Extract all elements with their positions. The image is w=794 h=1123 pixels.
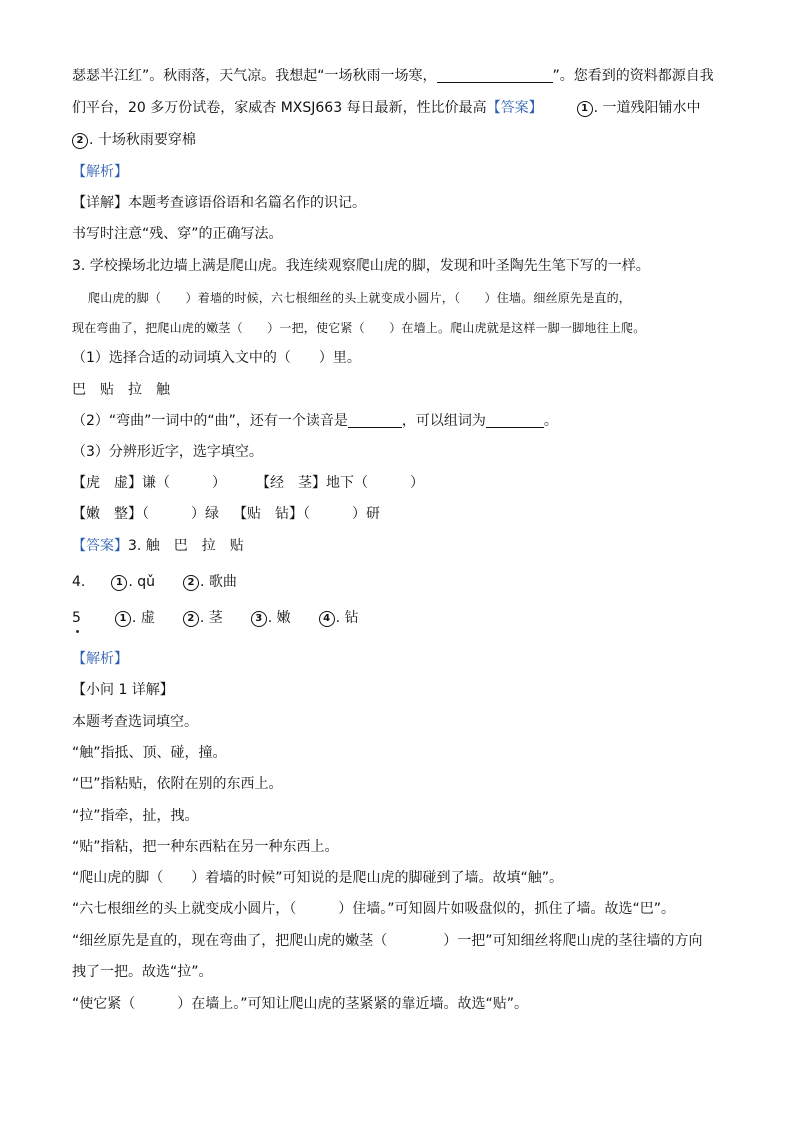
sub-question-heading: 【小问 1 详解】 <box>72 682 174 698</box>
analysis-heading: 【解析】 <box>72 651 128 667</box>
text-span: 【嫩 整】（ ）绿 <box>72 506 219 522</box>
text-line: “使它紧（ ）在墙上。”可知让爬山虎的茎紧紧的靠近墙。故选“贴”。 <box>72 996 529 1012</box>
text-line: “贴”指粘，把一种东西粘在另一种东西上。 <box>72 839 339 855</box>
question-3-stem: 3. 学校操场北边墙上满是爬山虎。我连续观察爬山虎的脚，发现和叶圣陶先生笔下写的一样。 <box>72 258 650 274</box>
text-span: . qǔ <box>128 574 156 590</box>
text-span: . 茎 <box>199 610 223 626</box>
analysis-heading: 【解析】 <box>72 164 128 180</box>
text-span: 【虎 虚】谦（ ） <box>72 475 226 491</box>
circled-number: 1 <box>111 575 127 591</box>
circled-number: 2 <box>72 133 88 149</box>
text-span: . 钻 <box>335 610 359 626</box>
text-span: . 歌曲 <box>200 574 237 590</box>
answer-blank <box>348 413 402 428</box>
text-line: 本题考查选词填空。 <box>72 714 198 730</box>
text-span: （2）“弯曲”一词中的“曲”，还有一个读音是 <box>72 413 348 429</box>
text-span: 【经 茎】地下（ ） <box>256 475 424 491</box>
text-line: “触”指抵、顶、碰，撞。 <box>72 745 227 761</box>
text-line: “爬山虎的脚（ ）着墙的时候”可知说的是爬山虎的脚碰到了墙。故填“触”。 <box>72 870 564 886</box>
text-line <box>72 411 734 431</box>
text-span: . 虚 <box>131 610 155 626</box>
text-line: “细丝原先是直的，现在弯曲了，把爬山虎的嫩茎（ ）一把”可知细丝将爬山虎的茎往墙的方向 <box>72 933 703 949</box>
answer-blank <box>486 413 544 428</box>
text-span: . 嫩 <box>267 610 291 626</box>
text-line <box>72 608 734 628</box>
text-line: “拉”指牵，扯，拽。 <box>72 808 199 824</box>
text-line: 拽了一把。故选“拉”。 <box>72 964 213 980</box>
text-line: （1）选择合适的动词填入文中的（ ）里。 <box>72 350 361 366</box>
text-span: 瑟瑟半江红”。秋雨落，天气凉。我想起“一场秋雨一场寒， <box>72 68 437 84</box>
text-line: 【详解】本题考查谚语俗语和名篇名作的识记。 <box>72 195 366 211</box>
text-span: 们平台，20 多万份试卷，家威杏 MXSJ663 每日最新，性比价最高 <box>72 100 487 116</box>
circled-number: 1 <box>115 611 131 627</box>
text-span: 4. <box>72 574 86 590</box>
text-span: ”。您看到的资料都源自我 <box>552 68 714 84</box>
text-span: . 十场秋雨要穿棉 <box>89 132 196 148</box>
text-line <box>72 572 734 592</box>
text-line: “六七根细丝的头上就变成小圆片，（ ）住墙。”可知圆片如吸盘似的，抓住了墙。故选“巴”。 <box>72 901 676 917</box>
answer-blank <box>437 68 553 83</box>
text-line: “巴”指粘贴，依附在别的东西上。 <box>72 776 283 792</box>
text-line <box>72 536 734 556</box>
circled-number: 2 <box>183 575 199 591</box>
text-span: ，可以组词为 <box>401 413 486 429</box>
text-line <box>72 473 734 493</box>
text-span: 。 <box>543 413 558 429</box>
text-line <box>72 98 734 118</box>
text-span: 5 <box>72 610 81 626</box>
word-options: 巴 贴 拉 触 <box>72 382 170 398</box>
text-line: （3）分辨形近字，选字填空。 <box>72 444 263 460</box>
answer-tag: 【答案】 <box>72 538 128 554</box>
passage-line: 爬山虎的脚（ ）着墙的时候，六七根细丝的头上就变成小圆片，（ ）住墙。细丝原先是直的， <box>88 291 632 305</box>
dot-mark <box>76 630 79 633</box>
circled-number: 3 <box>251 611 267 627</box>
circled-number: 4 <box>319 611 335 627</box>
text-line <box>72 130 734 150</box>
text-line <box>72 504 734 524</box>
text-line: 书写时注意“残、穿”的正确写法。 <box>72 226 283 242</box>
passage-line: 现在弯曲了，把爬山虎的嫩茎（ ）一把，使它紧（ ）在墙上。爬山虎就是这样一脚一脚地往上爬。 <box>72 321 646 335</box>
text-span: 【贴 钻】（ ）研 <box>233 506 380 522</box>
circled-number: 2 <box>183 611 199 627</box>
text-span: 3. 触 巴 拉 贴 <box>128 538 244 554</box>
text-span: . 一道残阳铺水中 <box>593 100 701 116</box>
answer-tag: 【答案】 <box>486 100 543 116</box>
circled-number: 1 <box>577 101 593 117</box>
text-line <box>72 66 734 86</box>
